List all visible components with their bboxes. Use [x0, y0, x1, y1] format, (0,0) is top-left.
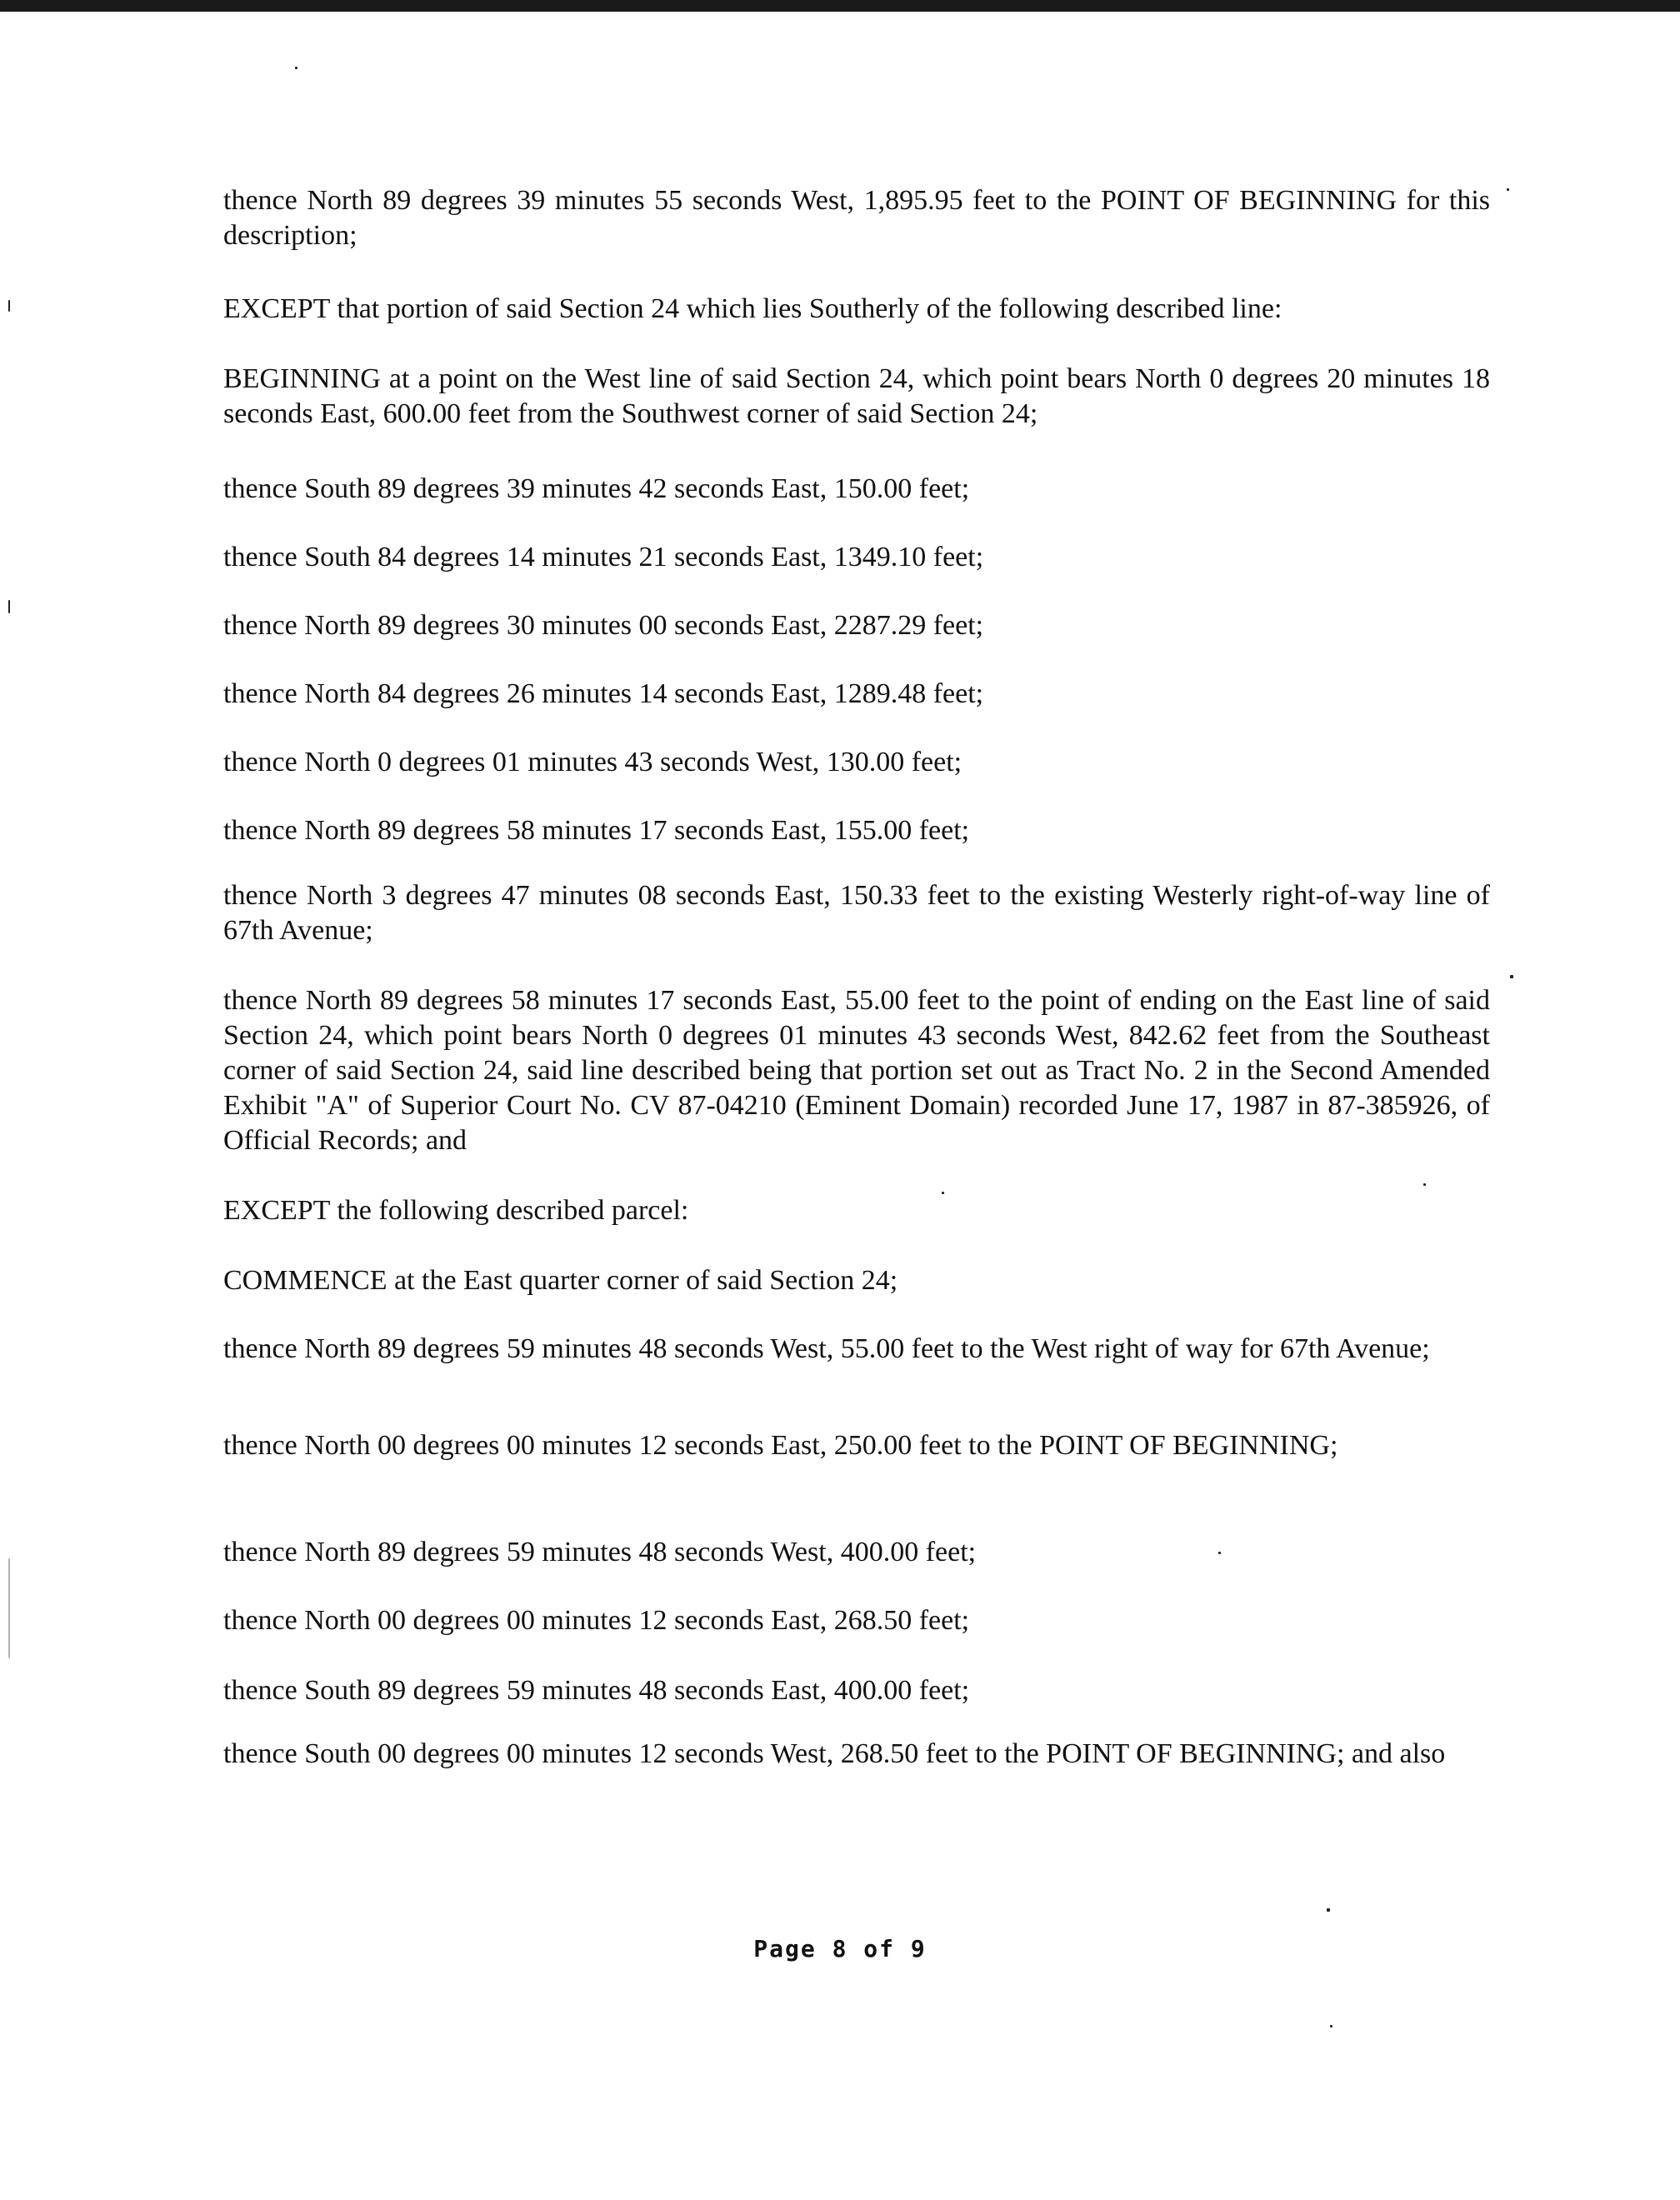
paragraph-12: EXCEPT the following described parcel: — [223, 1195, 689, 1226]
scan-speck — [1218, 1552, 1221, 1554]
paragraph-18: thence South 89 degrees 59 minutes 48 seconds East, 400.00 feet; — [223, 1675, 970, 1706]
paragraph-8: thence North 0 degrees 01 minutes 43 seconds West, 130.00 feet; — [223, 747, 962, 778]
scan-speck — [8, 300, 10, 312]
scan-speck — [1330, 2025, 1332, 2028]
scan-speck — [942, 1192, 944, 1194]
paragraph-3: BEGINNING at a point on the West line of said Section 24, which point bears North 0 degrees 20 minutes 18 seconds East, 600.00 feet from the Southwest corner of said Section 24; — [223, 363, 1490, 429]
paragraph-13: COMMENCE at the East quarter corner of said Section 24; — [223, 1265, 898, 1296]
paragraph-17: thence North 00 degrees 00 minutes 12 seconds East, 268.50 feet; — [223, 1605, 970, 1636]
scan-speck — [8, 1558, 10, 1658]
paragraph-2: EXCEPT that portion of said Section 24 which lies Southerly of the following described line: — [223, 293, 1282, 324]
scan-speck — [1327, 1908, 1330, 1912]
document-page — [223, 0, 1490, 2200]
scan-speck — [295, 67, 298, 69]
paragraph-10: thence North 3 degrees 47 minutes 08 seconds East, 150.33 feet to the existing Westerly right-of-way line of 67th Avenue; — [223, 880, 1490, 946]
scan-speck — [8, 600, 10, 613]
paragraph-11: thence North 89 degrees 58 minutes 17 seconds East, 55.00 feet to the point of ending on the East line of said Section 24, which point bears North 0 degrees 01 minutes 43 seconds West, 842.62 feet from the Southeast corner of said Section 24, said line described being that portion set out as Tract No. 2 in the Second Amended Exhibit "A" of Superior Court No. CV 87-04210 (Eminent Domain) recorded June 17, 1987 in 87-385926, of Official Records; and — [223, 985, 1490, 1156]
paragraph-15: thence North 00 degrees 00 minutes 12 seconds East, 250.00 feet to the POINT OF BEGINNING; — [223, 1430, 1338, 1461]
paragraph-7: thence North 84 degrees 26 minutes 14 seconds East, 1289.48 feet; — [223, 678, 984, 709]
paragraph-5: thence South 84 degrees 14 minutes 21 seconds East, 1349.10 feet; — [223, 542, 984, 572]
paragraph-6: thence North 89 degrees 30 minutes 00 seconds East, 2287.29 feet; — [223, 610, 984, 641]
paragraph-9: thence North 89 degrees 58 minutes 17 seconds East, 155.00 feet; — [223, 815, 970, 846]
paragraph-16: thence North 89 degrees 59 minutes 48 seconds West, 400.00 feet; — [223, 1537, 977, 1568]
page-number-footer: Page 8 of 9 — [753, 1935, 927, 1962]
paragraph-1: thence North 89 degrees 39 minutes 55 seconds West, 1,895.95 feet to the POINT OF BEGINNING for this description; — [223, 185, 1490, 251]
scan-speck — [1510, 975, 1513, 978]
paragraph-4: thence South 89 degrees 39 minutes 42 seconds East, 150.00 feet; — [223, 473, 970, 504]
paragraph-19: thence South 00 degrees 00 minutes 12 seconds West, 268.50 feet to the POINT OF BEGINNING; and also — [223, 1738, 1446, 1769]
paragraph-14: thence North 89 degrees 59 minutes 48 seconds West, 55.00 feet to the West right of way for 67th Avenue; — [223, 1333, 1430, 1364]
scan-speck — [1507, 188, 1509, 191]
scan-speck — [1423, 1183, 1426, 1186]
